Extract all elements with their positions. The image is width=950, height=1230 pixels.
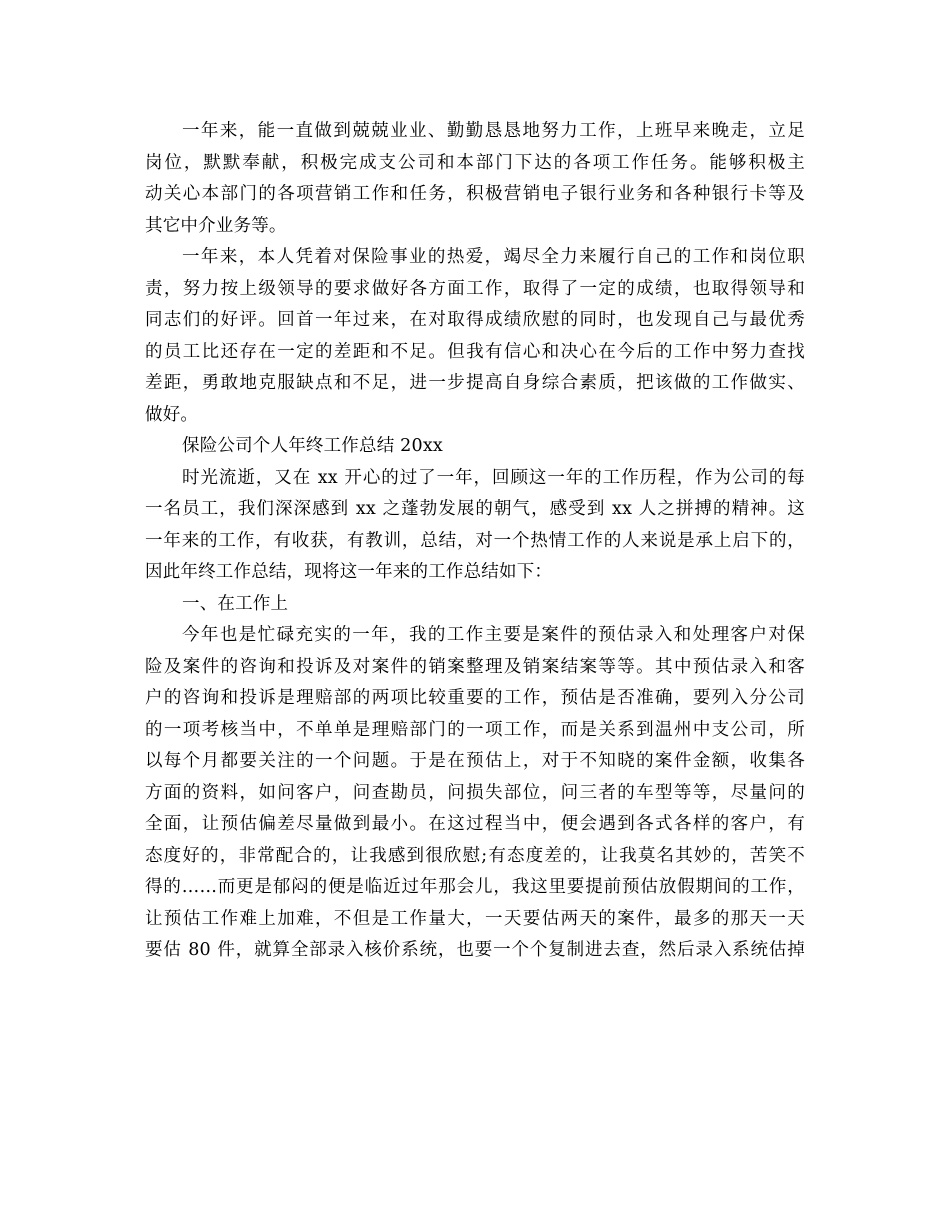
text-line: 全面，让预估偏差尽量做到最小。在这过程当中，便会遇到各式各样的客户，有 — [145, 814, 805, 834]
text-line: 一年来，本人凭着对保险事业的热爱，竭尽全力来履行自己的工作和岗位职 — [182, 247, 805, 267]
paragraph — [145, 242, 805, 431]
text-line: 以每个月都要关注的一个问题。于是在预估上，对于不知晓的案件金额，收集各 — [145, 751, 805, 771]
text-line: 一年来的工作，有收获，有教训，总结，对一个热情工作的人来说是承上启下的， — [145, 530, 805, 551]
section-heading-text: 一、在工作上 — [182, 593, 289, 614]
text-line: 因此年终工作总结，现将这一年来的工作总结如下： — [145, 562, 553, 582]
text-line: 责，努力按上级领导的要求做好各方面工作，取得了一定的成绩，也取得领导和 — [145, 278, 805, 299]
text-line: 让预估工作难上加难，不但是工作量大，一天要估两天的案件，最多的那天一天 — [145, 908, 805, 929]
paragraph — [145, 116, 805, 242]
text-line: 其它中介业务等。 — [145, 215, 287, 236]
text-line: 得的……而更是郁闷的便是临近过年那会儿，我这里要提前预估放假期间的工作， — [145, 877, 805, 897]
text-line: 态度好的，非常配合的，让我感到很欣慰;有态度差的，让我莫名其妙的，苦笑不 — [145, 845, 805, 866]
text-line: 一名员工，我们深深感到 xx 之蓬勃发展的朝气，感受到 xx 人之拼搏的精神。这 — [145, 499, 805, 519]
text-line: 户的咨询和投诉是理赔部的两项比较重要的工作，预估是否准确，要列入分公司 — [145, 688, 805, 708]
text-line: 时光流逝，又在 xx 开心的过了一年，回顾这一年的工作历程，作为公司的每 — [182, 467, 805, 488]
paragraph — [145, 620, 805, 967]
document-body — [145, 116, 805, 967]
text-line: 岗位，默默奉献，积极完成支公司和本部门下达的各项工作任务。能够积极主 — [145, 152, 805, 173]
text-line: 要估 80 件，就算全部录入核价系统，也要一个个复制进去查，然后录入系统估掉 — [145, 940, 805, 960]
text-line: 差距，勇敢地克服缺点和不足，进一步提高自身综合素质，把该做的工作做实、 — [145, 373, 805, 393]
text-line: 做好。 — [145, 404, 199, 425]
section-heading — [145, 589, 805, 621]
text-line: 一年来，能一直做到兢兢业业、勤勤恳恳地努力工作，上班早来晚走，立足 — [182, 121, 805, 141]
text-line: 动关心本部门的各项营销工作和任务，积极营销电子银行业务和各种银行卡等及 — [145, 184, 805, 204]
document-heading — [145, 431, 805, 463]
text-line: 同志们的好评。回首一年过来，在对取得成绩欣慰的同时，也发现自己与最优秀 — [145, 310, 805, 330]
text-line: 方面的资料，如问客户，问查勘员，问损失部位，问三者的车型等等，尽量问的 — [145, 782, 805, 803]
paragraph — [145, 463, 805, 589]
text-line: 的一项考核当中，不单单是理赔部门的一项工作，而是关系到温州中支公司，所 — [145, 719, 805, 740]
heading-text: 保险公司个人年终工作总结 20xx — [182, 436, 443, 456]
text-line: 今年也是忙碌充实的一年，我的工作主要是案件的预估录入和处理客户对保 — [182, 625, 805, 645]
text-line: 险及案件的咨询和投诉及对案件的销案整理及销案结案等等。其中预估录入和客 — [145, 656, 805, 677]
text-line: 的员工比还存在一定的差距和不足。但我有信心和决心在今后的工作中努力查找 — [145, 341, 805, 362]
